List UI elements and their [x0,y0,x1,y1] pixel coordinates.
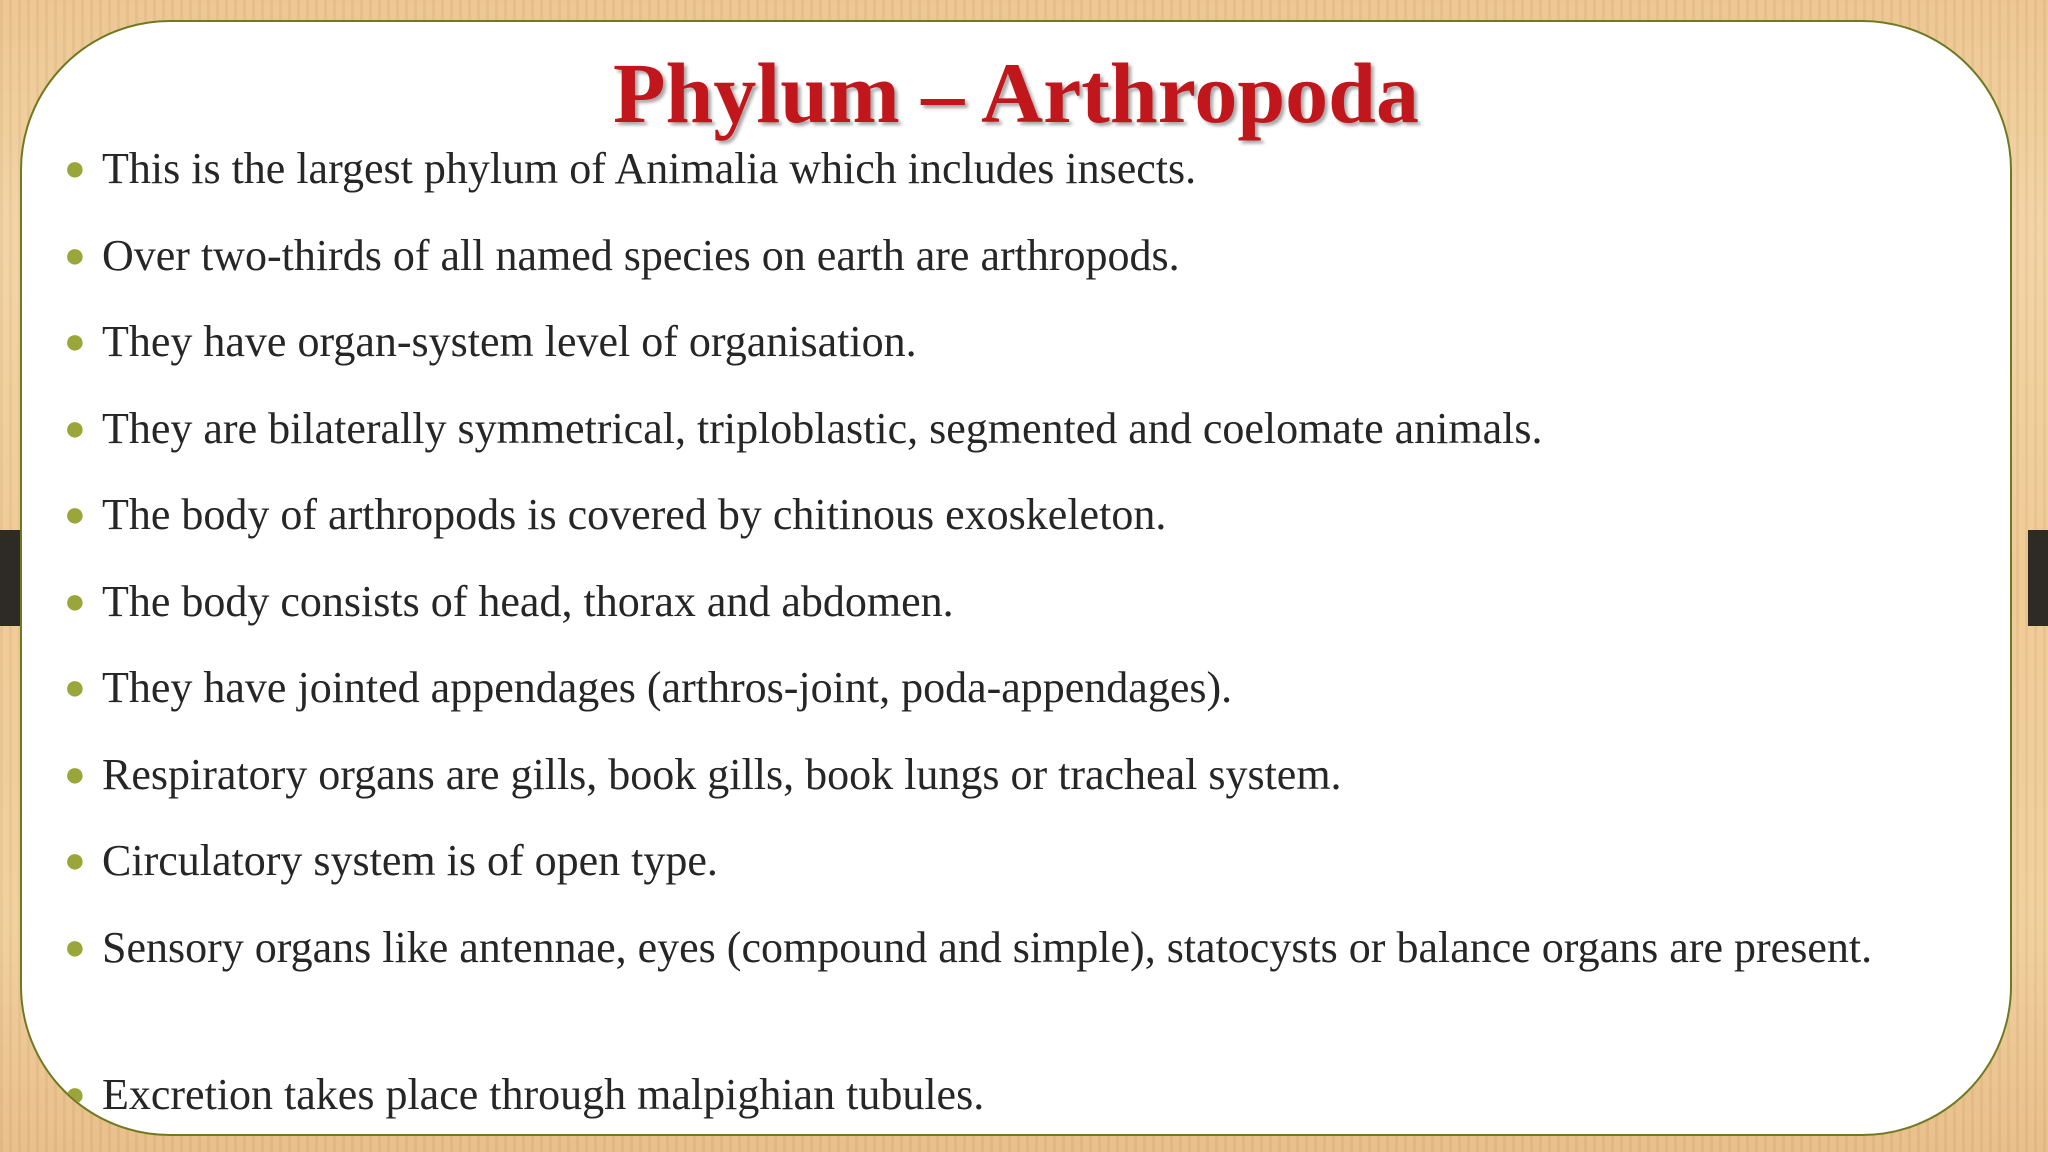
bullet-text: Circulatory system is of open type. [102,836,718,885]
bullet-item [64,917,1962,978]
bullet-item [64,311,1962,372]
bullet-item [64,138,1962,199]
bullet-text: Respiratory organs are gills, book gills, book lungs or tracheal system. [102,750,1342,799]
bullet-text: Sensory organs like antennae, eyes (compound and simple), statocysts or balance organs are present. [102,923,1873,972]
bullet-item [64,744,1962,805]
bullet-text: They have organ-system level of organisation. [102,317,917,366]
bullet-dot-icon: ● [64,667,86,707]
bullet-dot-icon: ● [64,321,86,361]
bullet-dot-icon: ● [64,494,86,534]
bullet-item [64,484,1962,545]
bullet-dot-icon: ● [64,927,86,967]
bullet-text: The body consists of head, thorax and abdomen. [102,577,954,626]
bullet-item [64,225,1962,286]
left-side-tab [0,530,20,626]
bullet-text: Over two-thirds of all named species on earth are arthropods. [102,231,1180,280]
bullet-dot-icon: ● [64,581,86,621]
bullet-item [64,657,1962,718]
bullet-item [64,571,1962,632]
bullet-text: The body of arthropods is covered by chitinous exoskeleton. [102,490,1167,539]
bullet-item [64,398,1962,459]
bullet-dot-icon: ● [64,408,86,448]
bullet-text: They are bilaterally symmetrical, triploblastic, segmented and coelomate animals. [102,404,1543,453]
right-side-tab [2028,530,2048,626]
bullet-item [64,1064,1962,1125]
bullet-dot-icon: ● [64,235,86,275]
slide-title: Phylum – Arthropoda [613,45,1419,141]
bullet-text: This is the largest phylum of Animalia which includes insects. [102,144,1197,193]
bullet-text: They have jointed appendages (arthros-joint, poda-appendages). [102,663,1233,712]
bullet-dot-icon: ● [64,840,86,880]
bullet-item [64,830,1962,891]
bullet-text: Excretion takes place through malpighian tubules. [102,1070,985,1119]
slide-card [20,20,2012,1136]
bullet-dot-icon: ● [64,148,86,188]
bullet-dot-icon: ● [64,754,86,794]
bullet-list [22,22,2010,1134]
bullet-dot-icon: ● [64,1074,86,1114]
